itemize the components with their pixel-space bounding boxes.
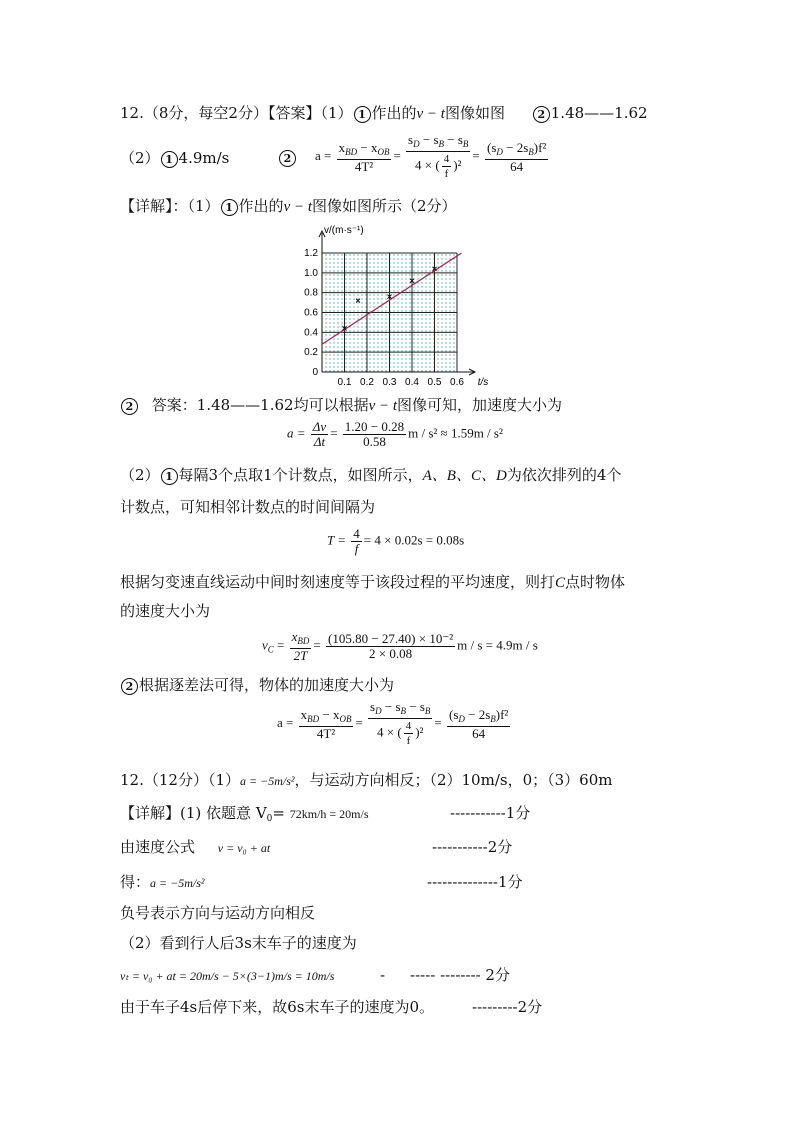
q12b-d4: 负号表示方向与运动方向相反	[120, 904, 316, 922]
detail1-line	[120, 196, 457, 217]
q12b-d2	[120, 837, 270, 858]
q12b-header1: 12.（12分）（1）	[120, 771, 240, 789]
circled-1b: 1	[161, 151, 178, 168]
q12b-a-ans: a = −5m/s²	[240, 774, 295, 788]
x-tick-label: 0.3	[382, 377, 397, 388]
top-frac3: $\frac{(s_D - 2s_B)f^2}{64}$	[486, 139, 547, 174]
circled-2b: 2	[279, 150, 296, 167]
q12a-answer-line	[120, 103, 648, 124]
circled-1: 1	[354, 106, 371, 123]
point-c: C	[555, 575, 566, 591]
vt-label: v − t	[416, 106, 445, 122]
top-frac2: $s_D - s_B - s_B$ 4 × ( $\frac{4}{f}$ )²	[408, 132, 469, 180]
detail1-vt: v − t	[283, 199, 313, 215]
ans2: 1.48——1.62	[550, 104, 648, 122]
detail2-vt: v − t	[368, 398, 398, 414]
d3-formula: a = −5m/s²	[150, 876, 205, 890]
d6-dash: -	[380, 966, 386, 984]
y-tick-label: 0	[312, 367, 318, 378]
detail1-text: 作出的	[238, 197, 284, 215]
y-tick-label: 1.0	[304, 267, 318, 279]
part2-text1b: 为依次排列的4个	[506, 466, 622, 484]
circled-2d: 2	[121, 678, 138, 695]
detail2-text: 答案：1.48——1.62均可以根据	[151, 396, 369, 414]
circled-1c: 1	[221, 199, 238, 216]
q12b-header2: ，与运动方向相反；（2）10m/s，0；（3）60m	[294, 771, 613, 789]
ans1-suffix: 图像如图	[444, 104, 505, 122]
y-tick-label: 0.2	[304, 347, 318, 359]
d2-prefix: 由速度公式	[120, 838, 196, 856]
part2-text3: 根据匀变速直线运动中间时刻速度等于该段过程的平均速度，则打	[120, 573, 556, 591]
q12a-header: 12.（8分，每空2分）【答案】（1）	[120, 104, 353, 122]
circled-2c: 2	[121, 398, 138, 415]
part2-line2: 计数点，可知相邻计数点的时间间隔为	[120, 498, 376, 516]
part2-line5	[120, 675, 394, 695]
top-frac1: $\frac{x_{BD} - x_{OB}}{\text{4T²}}$	[338, 139, 390, 174]
q12b-d6	[120, 965, 334, 986]
x-tick-label: 0.4	[405, 377, 419, 388]
d3-prefix: 得：	[120, 873, 151, 891]
score2: -----------2分	[432, 838, 513, 856]
q12b-d3	[120, 872, 204, 893]
vt-chart	[300, 225, 500, 390]
ans3: 4.9m/s	[178, 149, 230, 167]
accel-formula: a = $\frac{\Delta v}{\Delta t}$ = $\frac{1.20 - 0.28}{0.58}$ m / s² ≈ 1.59m / s²	[287, 419, 503, 449]
v0-eq: =	[272, 804, 285, 822]
detail2-line	[120, 395, 562, 416]
d1-prefix: 【详解】(1) 依题意	[120, 804, 252, 822]
top-formula: a = $\frac{x_{BD} - x_{OB}}{\text{4T²}}$ = $s_D - s_B - s_B$ 4 × ( $\frac{4}{f}$ )² = $\frac{(s_D - 2s_B)f^2}{64}$	[315, 132, 547, 180]
part2-prefix2: （2）	[120, 466, 160, 484]
score5: ---------2分	[472, 998, 543, 1016]
T-formula: T = $\frac{4}{f}$ = 4 × 0.02s = 0.08s	[327, 526, 465, 556]
q12b-d1	[120, 803, 369, 829]
q12a-answer-line2	[120, 148, 229, 168]
x-tick-label: 0.5	[427, 377, 442, 388]
v0-val: 72km/h = 20m/s	[289, 807, 369, 821]
part2-prefix: （2）	[120, 149, 160, 167]
y-tick-label: 0.8	[304, 287, 318, 299]
detail2-suffix: 图像可知，加速度大小为	[397, 396, 563, 414]
score1: -----------1分	[450, 804, 531, 822]
x-tick-label: 0.6	[450, 377, 464, 388]
d2-formula: v = v₀ + at	[217, 841, 271, 855]
part2-text3b: 点时物体	[565, 573, 626, 591]
detail1-prefix: 【详解】：（1）	[120, 197, 220, 215]
score4: ----- -------- 2分	[410, 966, 510, 984]
v0: V	[255, 804, 267, 822]
d6-formula: vₜ = v₀ + at = 20m/s − 5×(3−1)m/s = 10m/s	[120, 969, 335, 983]
circled-2: 2	[533, 106, 550, 123]
q12b-d7: 由于车子4s后停下来，故6s末车子的速度为0。	[120, 998, 435, 1016]
q12b-answer	[120, 770, 612, 791]
part2-letters: A、B、C、D	[422, 468, 507, 484]
part2-text1: 每隔3个点取1个计数点，如图所示，	[178, 466, 423, 484]
top-formula-lhs: a =	[315, 147, 332, 163]
x-tick-label: 0.1	[337, 377, 352, 388]
part2-line3	[120, 572, 625, 593]
v0-sub: 0	[266, 814, 273, 824]
vc-formula: $v_C$ = $\frac{x_{BD}}{2T}$ = $\frac{\text{(105.80 − 27.40) × 10⁻²}}{2 \times 0.08}$ m / s = 4.9m / s	[262, 629, 538, 663]
y-axis-label: v/(m·s⁻¹)	[324, 225, 364, 236]
y-tick-label: 0.6	[304, 307, 318, 319]
detail1-suffix: 图像如图所示（2分）	[312, 197, 457, 215]
circled-1d: 1	[161, 468, 178, 485]
score3: --------------1分	[427, 873, 523, 891]
y-tick-label: 1.2	[304, 248, 318, 259]
x-tick-label: 0.2	[360, 377, 374, 388]
part2-line1	[120, 465, 621, 486]
x-axis-label: t/s	[477, 377, 489, 388]
part2-text5: 根据逐差法可得，物体的加速度大小为	[139, 676, 395, 694]
q12b-d5: （2）看到行人后3s末车子的速度为	[120, 934, 357, 952]
ans1-text: 作出的	[371, 104, 417, 122]
y-tick-label: 0.4	[304, 327, 318, 339]
a-formula: a = $\frac{x_{BD} - x_{OB}}{\text{4T²}}$ = $s_D - s_B - s_B$ 4 × ( $\frac{4}{f}$ )² = $\frac{(s_D - 2s_B)f^2}{64}$	[277, 699, 509, 747]
part2-line4: 的速度大小为	[120, 602, 211, 620]
